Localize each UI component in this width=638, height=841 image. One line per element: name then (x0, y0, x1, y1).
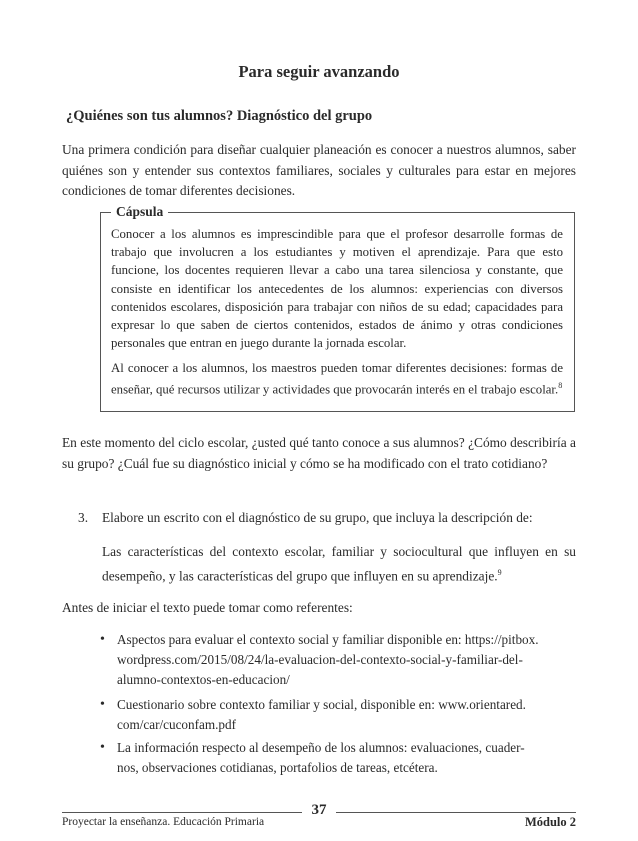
bullet-item (117, 630, 576, 690)
capsule-box (100, 204, 575, 412)
footer-module: Módulo 2 (524, 815, 576, 829)
bullet-line: wordpress.com/2015/08/24/la-evaluacion-del-contexto-social-y-familiar-del- (117, 652, 523, 667)
bullet-line: La información respecto al desempeño de los alumnos: evaluaciones, cuader- (117, 740, 525, 755)
footnote-marker: 8 (558, 381, 563, 391)
page-number: 37 (311, 802, 327, 818)
capsule-paragraph-2: Al conocer a los alumnos, los maestros pueden tomar diferentes decisiones: formas de enseñar, qué recursos utilizar y actividades que provocarán interés en el trabajo escolar.$^8$ (111, 361, 563, 397)
footnote-marker: 9 (497, 567, 502, 577)
bullet-line: alumno-contextos-en-educacion/ (117, 672, 290, 687)
capsule-label: Cápsula (111, 203, 168, 221)
question-paragraph: En este momento del ciclo escolar, ¿usted qué tanto conoce a sus alumnos? ¿Cómo describiría a su grupo? ¿Cuál fue su diagnóstico inicial y cómo se ha modificado con el trato cotidiano? (62, 435, 576, 471)
bullet-icon: • (100, 697, 105, 712)
bullet-line: Aspectos para evaluar el contexto social y familiar disponible en: https://pitbox. (117, 632, 539, 647)
bullet-line: com/car/cuconfam.pdf (117, 717, 236, 732)
bullet-icon: • (100, 632, 105, 647)
capsule-paragraph-1: Conocer a los alumnos es imprescindible para que el profesor desarrolle formas de trabajo que involucren a los estudiantes y motiven el aprendizaje. Para que esto funcione, los docentes requieren llevar a cabo una tarea silenciosa y constante, que consiste en identificar los antecedentes de los alumnos: experiencias con diversos contenidos escolares, disposición para trabajar con niños de su edad; capacidades para expresar lo que saben de ciertos contenidos, estados de ánimo y otras condiciones personales que entran en juego durante la jornada escolar. (111, 227, 563, 351)
bullet-line: Cuestionario sobre contexto familiar y social, disponible en: www.orientared. (117, 697, 526, 712)
page-title: Para seguir avanzando (238, 62, 400, 81)
item-detail: Las características del contexto escolar, familiar y sociocultural que influyen en su desempeño, y las características del grupo que influyen en su aprendizaje.$^9$ (102, 544, 576, 583)
footer-book-title: Proyectar la enseñanza. Educación Primaria (62, 816, 265, 828)
bullet-item (117, 738, 576, 778)
intro-paragraph: Una primera condición para diseñar cualquier planeación es conocer a nuestros alumnos, saber quiénes son y entender sus contextos familiares, sociales y culturales para estar en mejores condiciones de tomar diferentes decisiones. (62, 142, 576, 198)
referents-intro: Antes de iniciar el texto puede tomar como referentes: (62, 600, 353, 615)
item-text: Elabore un escrito con el diagnóstico de su grupo, que incluya la descripción de: (102, 510, 533, 525)
section-heading: ¿Quiénes son tus alumnos? Diagnóstico del grupo (66, 108, 373, 124)
item-number: 3. (78, 510, 89, 525)
bullet-line: nos, observaciones cotidianas, portafolios de tareas, etcétera. (117, 760, 438, 775)
bullet-icon: • (100, 740, 105, 755)
bullet-item (117, 695, 576, 735)
